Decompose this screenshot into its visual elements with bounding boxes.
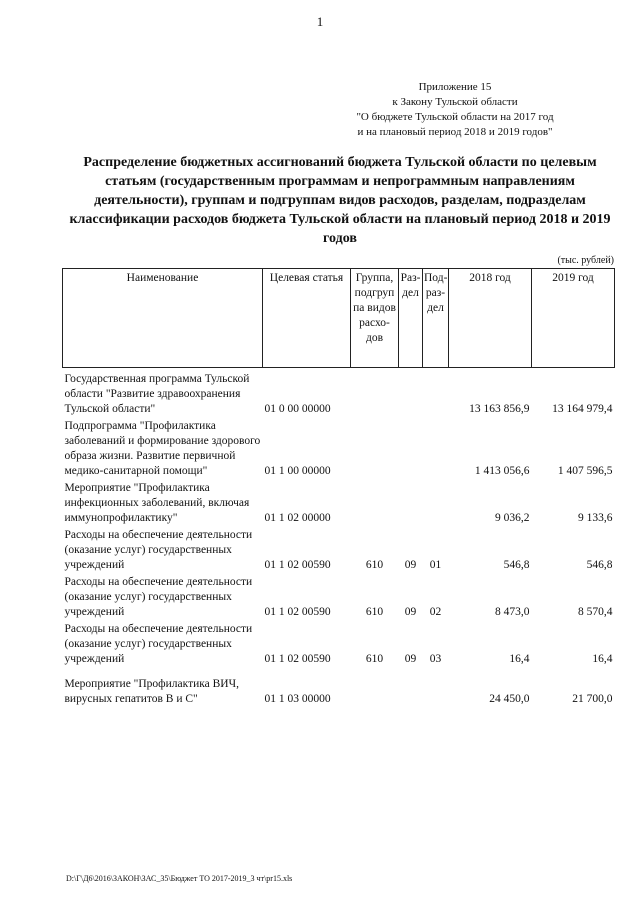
budget-table — [62, 268, 615, 709]
appendix-header — [330, 80, 580, 140]
row-target: 01 0 00 00000 — [264, 403, 331, 415]
row-subsection: 02 — [429, 606, 442, 618]
row-subsection: 01 — [429, 559, 442, 571]
row-name: Расходы на обеспечение деятельности (оказание услуг) государственных учреждений — [64, 576, 253, 618]
appendix-line-4: и на плановый период 2018 и 2019 годов" — [357, 126, 553, 138]
table-row — [63, 419, 615, 481]
row-2019: 1 407 596,5 — [557, 465, 613, 477]
row-group: 610 — [365, 606, 384, 618]
row-section — [399, 419, 423, 481]
row-subsection — [423, 669, 449, 709]
row-name: Расходы на обеспечение деятельности (оказание услуг) государственных учреждений — [64, 623, 253, 665]
row-group: 610 — [365, 653, 384, 665]
row-name: Расходы на обеспечение деятельности (оказание услуг) государственных учреждений — [64, 529, 253, 571]
row-2019: 16,4 — [592, 653, 613, 665]
header-subsection: Под- раз- дел — [423, 269, 449, 368]
row-group — [351, 372, 399, 419]
header-group: Группа, подгруп па видов расхо- дов — [351, 269, 399, 368]
header-section: Раз- дел — [399, 269, 423, 368]
row-group: 610 — [365, 559, 384, 571]
appendix-line-3: "О бюджете Тульской области на 2017 год — [356, 111, 554, 123]
row-2019: 21 700,0 — [572, 693, 613, 705]
row-target: 01 1 02 00590 — [264, 559, 331, 571]
row-2018: 8 473,0 — [495, 606, 530, 618]
row-target: 01 1 02 00590 — [264, 606, 331, 618]
row-name: Государственная программа Тульской области "Развитие здравоохранения Тульской области" — [64, 373, 250, 415]
table-row — [63, 575, 615, 622]
row-subsection: 03 — [429, 653, 442, 665]
footer-file-path: D:\Г\Д6\2016\ЗАКОН\ЗАС_35\Бюджет ТО 2017-2019_3 чт\pr15.xls — [66, 874, 293, 883]
row-target: 01 1 02 00590 — [264, 653, 331, 665]
row-target: 01 1 02 00000 — [264, 512, 331, 524]
row-section — [399, 481, 423, 528]
header-2018: 2018 год — [449, 269, 532, 368]
row-2019: 13 164 979,4 — [552, 403, 613, 415]
row-2019: 546,8 — [586, 559, 613, 571]
row-section: 09 — [404, 653, 417, 665]
units-label: (тыс. рублей) — [557, 255, 614, 266]
page-number: 1 — [316, 14, 324, 29]
row-name: Мероприятие "Профилактика ВИЧ, вирусных гепатитов В и С" — [64, 678, 239, 705]
row-2018: 1 413 056,6 — [474, 465, 530, 477]
table-row — [63, 528, 615, 575]
row-2019: 9 133,6 — [578, 512, 613, 524]
row-group — [351, 669, 399, 709]
document-title: Распределение бюджетных ассигнований бюджета Тульской области по целевым статьям (государственным программам и непрограммным направлениям деятельности), группам и подгруппам видов расходов, разделам, подразделам классификации расходов бюджета Тульской области на плановый период 2018 и 2019 годов — [69, 155, 611, 246]
row-subsection — [423, 419, 449, 481]
row-section — [399, 372, 423, 419]
table-row — [63, 372, 615, 419]
row-2018: 546,8 — [503, 559, 530, 571]
row-target: 01 1 03 00000 — [264, 693, 331, 705]
row-name: Мероприятие "Профилактика инфекционных заболеваний, включая иммунопрофилактику" — [64, 482, 250, 524]
row-section — [399, 669, 423, 709]
table-row — [63, 622, 615, 669]
row-2018: 9 036,2 — [495, 512, 530, 524]
row-subsection — [423, 481, 449, 528]
row-section: 09 — [404, 559, 417, 571]
header-2019: 2019 год — [532, 269, 615, 368]
row-subsection — [423, 372, 449, 419]
row-section: 09 — [404, 606, 417, 618]
header-name: Наименование — [63, 269, 263, 368]
header-target: Целевая статья — [263, 269, 351, 368]
row-2019: 8 570,4 — [578, 606, 613, 618]
table-row — [63, 481, 615, 528]
row-2018: 16,4 — [509, 653, 530, 665]
row-group — [351, 481, 399, 528]
table-header-row — [63, 269, 615, 368]
appendix-line-1: Приложение 15 — [418, 81, 492, 93]
row-group — [351, 419, 399, 481]
table-row — [63, 669, 615, 709]
row-target: 01 1 00 00000 — [264, 465, 331, 477]
row-2018: 13 163 856,9 — [469, 403, 530, 415]
appendix-line-2: к Закону Тульской области — [392, 96, 518, 108]
row-name: Подпрограмма "Профилактика заболеваний и формирование здорового образа жизни. Развитие первичной медико-санитарной помощи" — [64, 420, 261, 477]
row-2018: 24 450,0 — [489, 693, 530, 705]
